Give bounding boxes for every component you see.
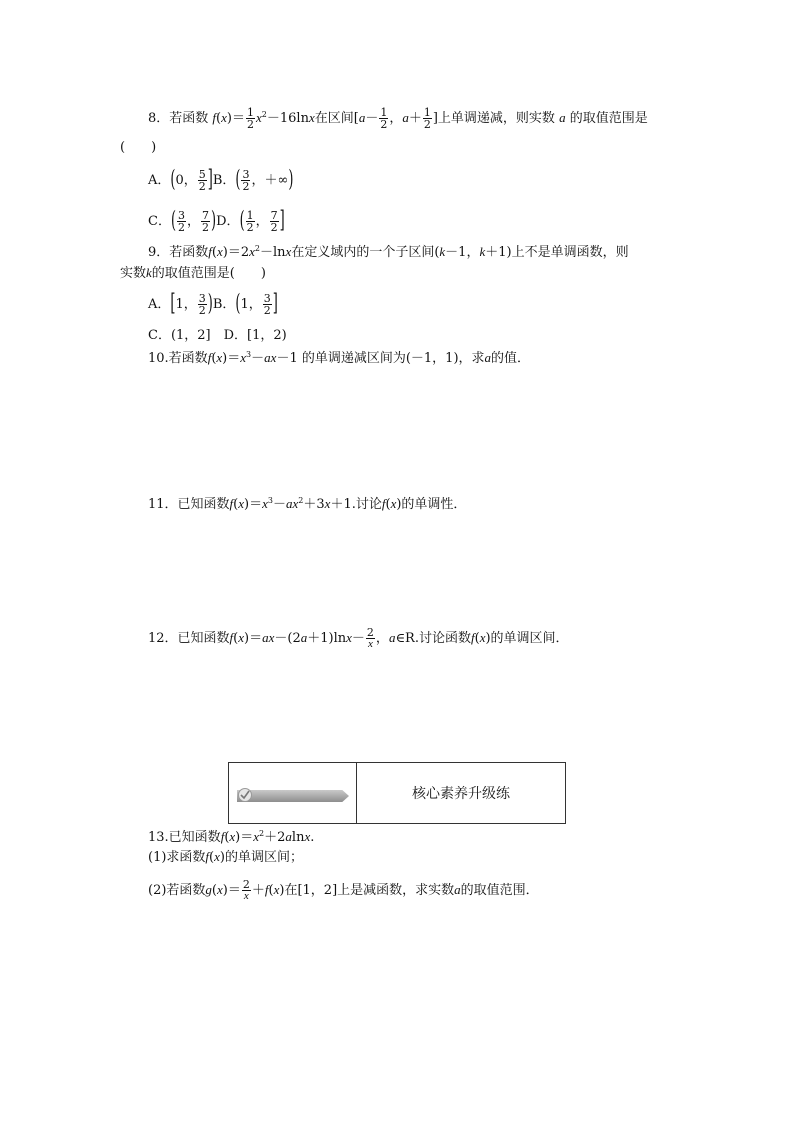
q11-stem: 11．已知函数$f(x)=x^3-ax^2+3x+1$.讨论f(x)的单调性． [148, 496, 467, 512]
q8-options-ab: A．(0， $\frac{5}{2}$ ]B．( $\frac{3}{2}$ ，＋∞) [148, 166, 294, 194]
q8-option-a-label: A． [148, 173, 171, 188]
q8-stem: 8．若函数 f(x)＝ $\frac{1}{2}$ $x^2-16\ln x$在区间[a－ $\frac{1}{2}$ ，a＋ $\frac{1}{2}$ ]上单调递减，则实数 a 的取值范围是 [148, 106, 648, 131]
check-icon [238, 788, 252, 802]
q8-option-d-label: D． [216, 214, 240, 229]
q8-answer-paren: ( ) [120, 140, 157, 155]
q8-half-fraction: $\frac{1}{2}$ [247, 106, 254, 131]
banner-title: 核心素养升级练 [412, 786, 510, 802]
q9-stem-line2: 实数k的取值范围是( ) [120, 265, 266, 281]
q13-part1: (1)求函数f(x)的单调区间； [148, 849, 303, 865]
q12-stem: 12．已知函数f(x)＝ax－(2a＋1)lnx－ $\frac{2}{x}$ ，a∈R.讨论函数f(x)的单调区间． [148, 626, 569, 650]
q13-stem: 13.已知函数$f(x)=x^2+2alnx$. [148, 829, 315, 845]
q8-option-c-label: C． [148, 214, 171, 229]
q9-option-a-label: A． [148, 297, 171, 312]
banner-arrow-bar [237, 790, 349, 802]
q9-options-cd: C．(1，2] D．[1，2) [148, 328, 287, 343]
section-banner [228, 762, 566, 824]
q9-options-ab: A．[1， $\frac{3}{2}$ )B．(1， $\frac{3}{2}$ ] [148, 290, 278, 318]
q10-stem: 10.若函数$f(x)=x^3-ax-1$ 的单调递减区间为(－1，1)，求a的值． [148, 350, 531, 366]
q8-option-b-label: B． [212, 173, 236, 188]
q8-options-cd: C．( $\frac{3}{2}$ ， $\frac{7}{2}$ )D．( $\frac{1}{2}$ ， $\frac{7}{2}$ ] [148, 207, 285, 235]
q9-option-b-label: B． [212, 297, 236, 312]
banner-ribbon [229, 763, 357, 823]
q9-stem: 9．若函数$f(x)=2x^2-\ln x$在定义域内的一个子区间(k－1，k＋1)上不是单调函数，则 [148, 244, 629, 260]
q13-part2: (2)若函数g(x)＝ $\frac{2}{x}$ ＋f(x)在[1，2]上是减函数，求实数a的取值范围． [148, 878, 539, 902]
